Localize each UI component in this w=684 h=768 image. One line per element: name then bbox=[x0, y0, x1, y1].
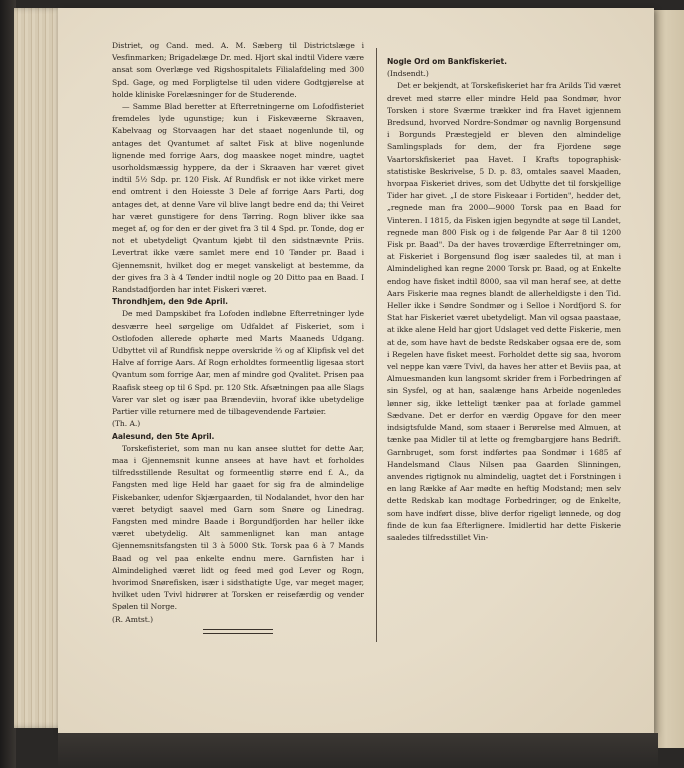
paragraph: De med Dampskibet fra Lofoden indløbne Efterretninger lyde desværre heel sørgelige om Udfaldet af Fiskeriet, som i Ostlofoden allerede ophørte med Marts Maaneds Udgang. Udbyttet vil af Rundfisk neppe overskride ⅔ og af Klipfisk vel det Halve af forrige Aars. Af Rogn erholdtes formeentlig ligesaa stort Qvantum som forrige Aar, men af mindre god Qvalitet. Prisen paa Raafisk steeg op til 6 Spd. pr. 120 Stk. Afsætningen paa alle Slags Varer var slet og især paa Brændeviin, hvoraf ikke ubetydelige Partier ville returnere med de tilbagevendende Fartøier. bbox=[112, 309, 364, 417]
article-subtitle: (Indsendt.) bbox=[387, 69, 429, 79]
section-heading: Aalesund, den 5te April. bbox=[112, 431, 215, 441]
source-signature: (R. Amtst.) bbox=[112, 614, 154, 624]
right-column bbox=[387, 56, 621, 544]
article-title: Nogle Ord om Bankfiskeriet. bbox=[387, 57, 507, 66]
left-column bbox=[112, 40, 364, 634]
paragraph: Det er bekjendt, at Torskefiskeriet har fra Arilds Tid været drevet med større eller mindre Held paa Sondmør, hvor Torsken i store Sværme trækker ind fra Havet igjennem Bredsund, hvorved Nordre-Sondmør og navnlig Borgensund i Borgunds Præstegjeld er bleven den almindelige Samlingsplads for dem, der fra Fjordene søge Vaartorskfiskeriet paa Havet. I Krafts topographisk-statistiske Beskrivelse, 5 D. p. 83, omtales saavel Maaden, hvorpaa Fiskeriet drives, som det Udbytte det til forskjellige Tider har givet. „I de store Fiskeaar i Fortiden", hedder det, „regnede man fra 2000—9000 Torsk paa en Baad for Vinteren. I 1815, da Fisken igjen begyndte at søge til Landet, regnede man 800 Fisk og i de følgende Par Aar 8 til 1200 Fisk pr. Baad". Da der haves troværdige Efterretninger om, at Fiskeriet i Borgensund flog især saaledes til, at man i Almindelighed kan regne 2000 Torsk pr. Baad, og at Enkelte endog have fisket indtil 8000, saa vil man heraf see, at dette Aars Fiskerie maa regnes blandt de allerheldigste i den Tid. Heller ikke i Søndre Sondmør og i Selloe i Nordfjord S. for Stat har Fiskeriet været ubetydeligt. Man vil ogsaa paastaae, at ikke alene Held har gjort Udslaget ved dette Fiskerie, men at de, som have havt de bedste Redskaber ogsaa ere de, som i Regelen have fisket meest. Forholdet dette sig saa, hvorom vel neppe kan være Tvivl, da haves her atter et Beviis paa, at Almuesmanden kun langsomt skrider frem i Forbedringen af sin Sysfel, og at han, saalænge hans Arbeide nogenledes lønner sig, ikke letteligt tænker paa at forlade gammel Sædvane. Det er derfor en værdig Opgave for den meer indsigtsfulde Mand, som staaer i Berørelse med Almuen, at tænke paa Midler til at lette og fremgbargjøre hans Bedrift. Garnbruget, som forst indførtes paa Sondmør i 1685 af Handelsmand Claus Nilsen paa Gaarden Slinningen, anvendes rigtignok nu almindelig, uagtet det i Forstningen i en lang Række af Aar mødte en heftig Modstand; men selv dette Redskab kan modtage Forbedringer, og de Enkelte, som have indført disse, blive derfor rigeligt lønnede, og dog finde de kun faa Efterlignere. Imidlertid har dette Fiskerie saaledes tilfredsstillet Vin- bbox=[387, 81, 621, 542]
double-rule bbox=[203, 629, 273, 634]
paragraph: Torskefisteriet, som man nu kan ansee sluttet for dette Aar, maa i Gjennemsnit kunne ansees at have havt et forholdes tilfredsstillende Resultat og formeentlig større end f. A., da Fangsten med lige Held har gaaet for sig fra de almindelige Fiskebanker, udenfor Skjærgaarden, til Nodalandet, hvor den har været betydigt saavel med Garn som Snøre og Linedrag. Fangsten med mindre Baade i Borgundfjorden har heller ikke været ubetydelig. Alt sammenlignet kan man antage Gjennemsnitsfangsten til 3 à 5000 Stk. Torsk paa 6 à 7 Mands Baad og vel paa enkelte endnu mere. Garnfisten har i Almindelighed været lidt og feed med god Lever og Rogn, hvorimod Snørefisken, især i sidsthatigte Uge, var meget mager, hvilket uden Tvivl hidrører at Torsken er reisefærdig og vender Spølen til Norge. bbox=[112, 443, 364, 612]
source-signature: (Th. A.) bbox=[112, 419, 141, 429]
right-page-edge bbox=[652, 10, 684, 748]
section-heading: Throndhjem, den 9de April. bbox=[112, 297, 228, 307]
bottom-shadow bbox=[58, 733, 658, 768]
paragraph: — Samme Blad beretter at Efterretningerne om Lofodfisteriet fremdeles lyde ugunstige; kun i Fiskevæerne Skraaven, Kabelvaag og Storvaagen har det staaet nogenlunde til, og antages det Qvantumet af saltet Fisk at blive nogenlunde lignende med forrige Aars, dog maaskee noget mindre, uagtet usorholdsmæssig hyppere, da der i Skraaven har været givet indtil 5½ Sdp. pr. 120 Fisk. Af Rundfisk er not ikke virket mere end omtrent i den Hoiesste 3 Dele af forrige Aars Parti, dog antages det, at denne Vare vil blive langt bedre end da; thi Veiret har været gunstigere for dens Tørring. Rogn bliver ikke saa meget af, og for den er der givet fra 3 til 4 Spd. pr. Tonde, dog er not et ubetydeligt Qvantum kjøbt til den sidstnævnte Priis. Levertrat ikke være samlet mere end 10 Tønder pr. Baad i Gjennemsnit, hvilket dog er meget vanskeligt at bestemme, da der gives fra 3 à 4 Tønder indtil nogle og 20 Ditto paa en Baad. I Randstadfjorden har intet Fiskeri været. bbox=[112, 102, 364, 295]
paragraph: Distriet, og Cand. med. A. M. Sæberg til Districtslæge i Vesfinmarken; Brigadelæge Dr. med. Hjort skal indtil Videre være ansat som Overlæge ved Rigshospitalets Filialafdeling med 300 Spd. Gage, og med Forpligtelse til uden videre Godtgjørelse at holde kliniske Forelæsninger for de Studerende. bbox=[112, 41, 364, 99]
column-divider bbox=[376, 48, 377, 642]
